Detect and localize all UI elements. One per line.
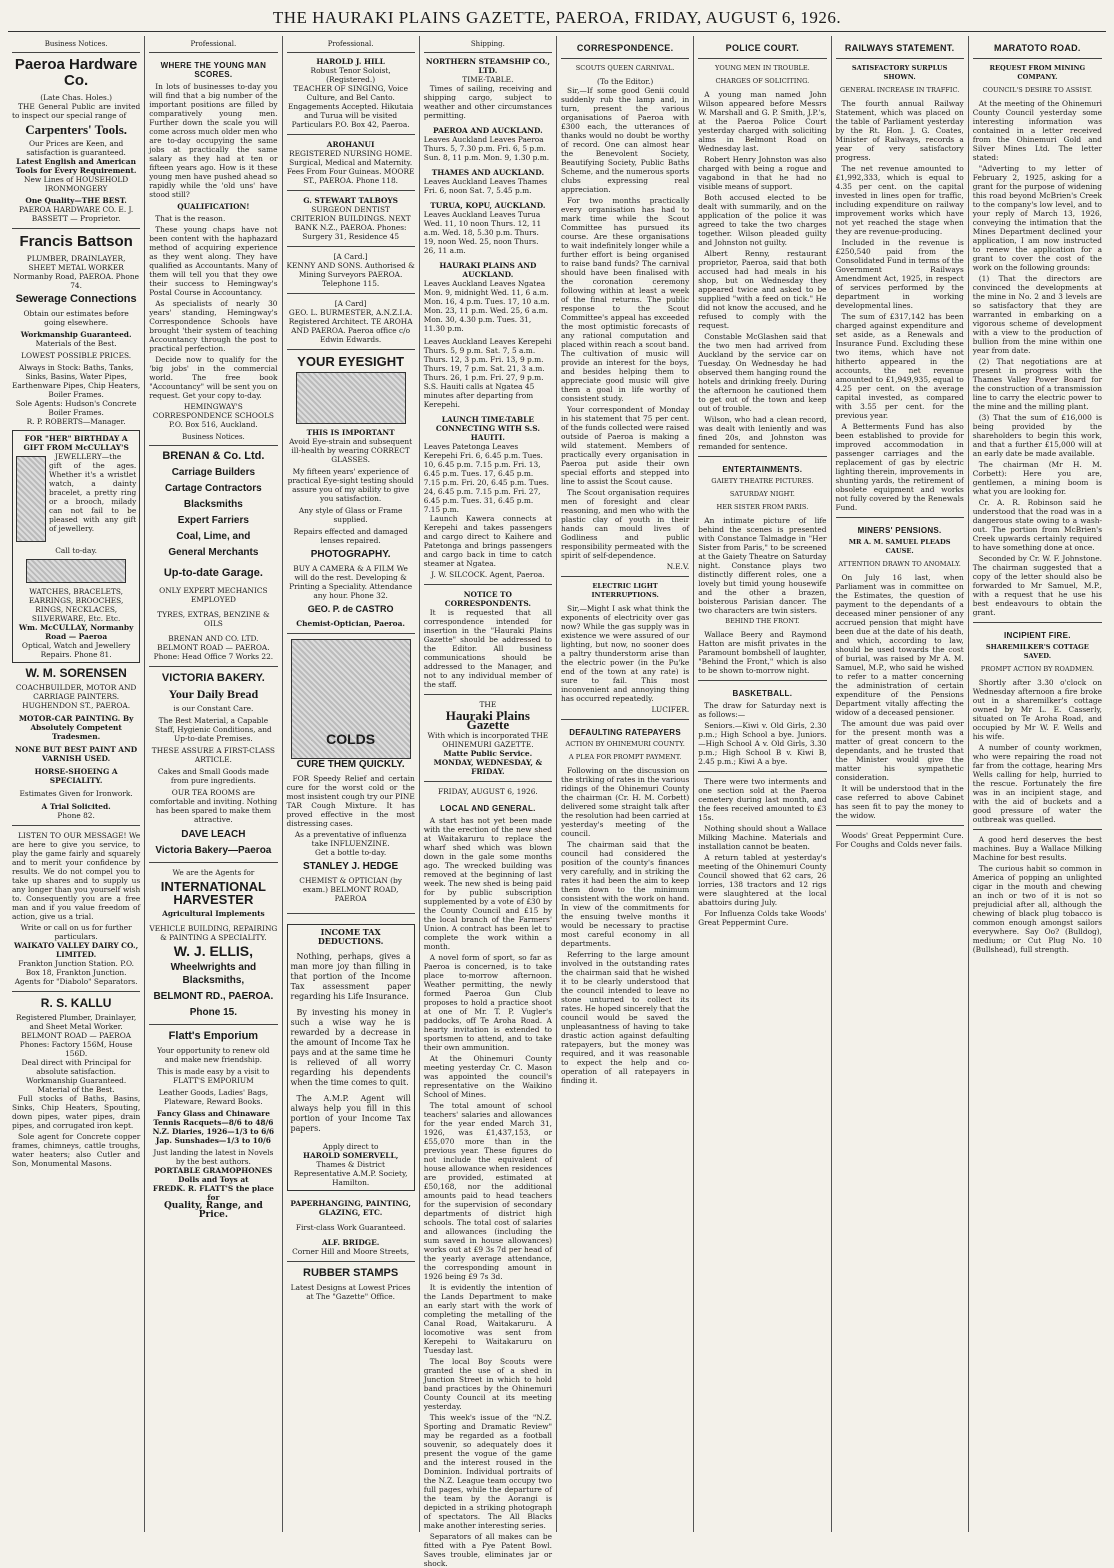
wristwatch-illustration [16, 456, 46, 542]
article-headline: WHERE THE YOUNG MAN SCORES. [160, 61, 267, 79]
column-7: RAILWAYS STATEMENT. SATISFACTORY SURPLUS SHOWN. GENERAL INCREASE IN TRAFFIC. The fourth annual Railway Statement, which was placed on the table of Parliament yesterday by the Rt. Hon. J. G. Coates, Minister of Railways, records a year of very satisfactory progress. The net revenue amounted to £1,992,333, which is equal to 4.35 per cent. on the capital invested in lines open for traffic, including expenditure on railway improvement works which have not yet reached the stage when they are revenue-producing. Included in the revenue is £250,540 paid from the Consolidated Fund in terms of the Government Railways Amendment Act, 1925, in respect of services performed by the department in working developmental lines. The sum of £317,142 has been charged against expenditure and set aside, as a Renewals and Insurance Fund. Excluding these two items, which have not hitherto appeared in the accounts, the net revenue amounted to £1,949,935, equal to 4.25 per cent. on the average capital invested, as compared with 3.55 per cent. for the previous year. A Betterments Fund has also been established to provide for improved accommodation in passenger carriages and the replacement of gas by electric lighting therein, improvements in shunting yards, the retirement of obsolete equipment and works not fully covered by the Renewals Fund. MINERS' PENSIONS. MR A. M. SAMUEL PLEADS CAUSE. ATTENTION DRAWN TO ANOMALY. On July 16 last, when Parliament was in committee on the Estimates, the question of payment to the dependants of a deceased miner pensioner of any accrued pension that might have been due at the date of his death, and which, according to law, should be used towards the cost of burial, was raised by Mr A. M. Samuel, M.P., who said he wished to refer to a matter concerning the administration of certain expenditure of the Pensions Department vitally affecting the widow of a deceased pensioner. The amount due was paid over for the present month was a matter of great concern to the dependants, and he trusted that the Minister would give the matter his sympathetic consideration. It will be understood that in the case referred to above Cabinet has seen fit to pay the money to the widow. Woods' Great Peppermint Cure. For Coughs and Colds never fails. [832, 36, 969, 1532]
column-2: Professional. WHERE THE YOUNG MAN SCORES. In lots of businesses to-day you will find that a big number of the important positions are filled by comparatively young men. Further down the scale you will come across much older men who are to-day occupying the same jobs at practically the same salary as they had at ten or fifteen years ago. How is it these young men have pushed ahead so rapidly while the 'old uns' have stood still? QUALIFICATION! That is the reason. These young chaps have not been content with the haphazard method of acquiring experience as they went along. They have qualified as Accountants. Many of them will tell you that they owe their success to Hemingway's Postal Course in Accountancy. As specialists of nearly 30 years' standing, Hemingway's Correspondence Schools have brought 'their system of teaching Accountancy through the post to practical perfection. Decide now to qualify for the 'big jobs' in the commercial world. The free book "Accountancy" will be sent you on request. Get your copy to-day. HEMINGWAY'S CORRESPONDENCE SCHOOLS P.O. Box 516, Auckland. Business Notices. BRENAN & Co. Ltd. Carriage Builders Cartage Contractors Blacksmiths Expert Farriers Coal, Lime, and General Merchants Up-to-date Garage. ONLY EXPERT MECHANICS EMPLOYED TYRES, EXTRAS, BENZINE & OILS BRENAN AND CO. LTD. BELMONT ROAD — PAEROA. Phone: Head Office 7 Works 22. VICTORIA BAKERY. Your Daily Bread is our Constant Care. The Best Material, a Capable Staff, Hygienic Conditions, and Up-to-date Premises. THESE ASSURE A FIRST-CLASS ARTICLE. Cakes and Small Goods made from pure ingredients. OUR TEA ROOMS are comfortable and inviting. Nothing has been spared to make them attractive. DAVE LEACH Victoria Bakery—Paeroa We are the Agents for INTERNATIONAL HARVESTER Agricultural Implements VEHICLE BUILDING, REPAIRING & PAINTING A SPECIALITY. W. J. ELLIS, Wheelwrights and Blacksmiths, BELMONT RD., PAEROA. Phone 15. Flatt's Emporium Your opportunity to renew old and make new friendship. This is made easy by a visit to FLATT'S EMPORIUM Leather Goods, Ladies' Bags, Plateware, Reward Books. Fancy Glass and Chinaware Tennis Racquets—8/6 to 48/6 N.Z. Diaries, 1926—1/3 to 6/6 Jap. Sunshades—1/3 to 10/6 Just landing the latest in Novels by the best authors. PORTABLE GRAMOPHONES Dolls and Toys at FREDK. R. FLATT'S the place for Quality, Range, and Price. [145, 36, 282, 1532]
section-headline: POLICE COURT. [725, 43, 800, 53]
section-label: Business Notices. [149, 433, 277, 446]
ad-title: R. S. KALLU [40, 996, 112, 1010]
ad-title: BRENAN & Co. Ltd. [162, 450, 265, 462]
masthead: THE HAURAKI PLAINS GAZETTE, PAEROA, FRIDAY, AUGUST 6, 1926. [8, 6, 1106, 32]
jewellery-ad: FOR "HER" BIRTHDAY A GIFT FROM McCULLAY'S JEWELLERY—the gift of the ages. Whether it's a wristlet watch, a dainty bracelet, a pretty ring or a brooch, milady can not fail to be pleased with any gift of jewellery. Call to-day. WATCHES, BRACELETS, EARRINGS, BROOCHES, RINGS, NECKLACES, SILVERWARE, Etc. Etc. Wm. McCULLAY, Normanby Road — Paeroa Optical, Watch and Jewellery Repairs. Phone 81. [12, 430, 140, 663]
column-6: POLICE COURT. YOUNG MEN IN TROUBLE. CHARGES OF SOLICITING. A young man named John Wilson appeared before Messrs W. Marshall and G. P. Smith, J.P.'s, at the Paeroa Police Court yesterday charged with soliciting alms in Belmont Road on Wednesday last. Robert Henry Johnston was also charged with being a rogue and vagabond in that he had no visible means of support. Both accused elected to be dealt with summarily, and on the application of the police it was agreed to take the two charges together. Wilson pleaded guilty and Johnston not guilty. Albert Renny, restaurant proprietor, Paeroa, said that both accused had had meals in his shop, but on Wednesday they appeared twice and asked to be supplied "with a feed on tick." He did not know the accused, and he refused to comply with the request. Constable McGlashen said that the two men had arrived from Auckland by the service car on Tuesday. On Wednesday he had observed them hanging round the hotels and drinking freely. During the afternoon he cautioned them to get out of the town and keep out of trouble. Wilson, who had a clean record, was dealt with leniently and was fined 20s, and Johnston was remanded for sentence. ENTERTAINMENTS. GAIETY THEATRE PICTURES. SATURDAY NIGHT. HER SISTER FROM PARIS. An intimate picture of life behind the scenes is presented with Constance Talmadge in "Her Sister from Paris," to be screened at the Gaiety Theatre on Saturday night. Constance plays two distinctly different roles, one a lovely but timid young housewife and the other a brazen, boisterous Parisian dancer. The two characters are twin sisters. BEHIND THE FRONT. Wallace Beery and Raymond Hatton are misfit privates in the Paramount bombshell of laughter, "Behind the Front," which is also to be shown to-morrow night. BASKETBALL. The draw for Saturday next is as follows:— Seniors.—Kiwi v. Old Girls, 2.30 p.m.; High School a bye. Juniors.—High School A v. Old Girls, 3.30 p.m.; High School B v. Kiwi B, 2.45 p.m.; Kiwi A a bye. There were two interments and one section sold at the Paeroa cemetery during last month, and the fees received amounted to £3 15s. Nothing should shout a Wallace Milking Machine. Materials and installation cannot be beaten. A return tabled at yesterday's meeting of the Ohinemuri County Council showed that 62 cars, 26 lorries, 138 tractors and 12 rigs were slaughtered at the local abattoirs during July. For Influenza Colds take Woods' Great Peppermint Cure. [694, 36, 831, 1532]
article-headline: LOCAL AND GENERAL. [440, 804, 536, 813]
income-tax-ad: INCOME TAX DEDUCTIONS. Nothing, perhaps, gives a man more joy than filling in that portion of the Income Tax assessment paper regarding his Life Insurance. By investing his money in such a wise way he is rewarded by a decrease in the amount of Income Tax he pays and at the same time he is relieved of all worry regarding his dependents when the time comes to quit. The A.M.P. Agent will always help you fill in this portion of your Income Tax papers. Apply direct to HAROLD SOMERVELL, Thames & District Representative A.M.P. Society, Hamilton. [287, 924, 415, 1191]
column-1: Business Notices. Paeroa Hardware Co. (Late Chas. Holes.) THE General Public are invited to inspect our special range of Carpenters' Tools. Our Prices are Keen, and satisfaction is guaranteed. Latest English and American Tools for Every Requirement. New Lines of HOUSEHOLD IRONMONGERY One Quality—THE BEST. PAEROA HARDWARE CO. E. J. BASSETT — Proprietor. Francis Battson PLUMBER, DRAINLAYER, SHEET METAL WORKER Normanby Road, PAEROA. Phone 74. Sewerage Connections Obtain our estimates before going elsewhere. Workmanship Guaranteed. Materials of the Best. LOWEST POSSIBLE PRICES. Always in Stock: Baths, Tanks, Sinks, Basins, Water Pipes, Earthenware Pipes, Chip Heaters, Boiler Frames. Sole Agents: Hudson's Concrete Boiler Frames. R. P. ROBERTS—Manager. FOR "HER" BIRTHDAY A GIFT FROM McCULLAY'S JEWELLERY—the gift of the ages. Whether it's a wristlet watch, a dainty bracelet, a pretty ring or a brooch, milady can not fail to be pleased with any gift of jewellery. Call to-day. WATCHES, BRACELETS, EARRINGS, BROOCHES, RINGS, NECKLACES, SILVERWARE, Etc. Etc. Wm. McCULLAY, Normanby Road — Paeroa Optical, Watch and Jewellery Repairs. Phone 81. W. M. SORENSEN COACHBUILDER, MOTOR AND CARRIAGE PAINTERS. HUGHENDON ST., PAEROA. MOTOR-CAR PAINTING. By Absolutely Competent Tradesmen. NONE BUT BEST PAINT AND VARNISH USED. HORSE-SHOEING A SPECIALITY. Estimates Given for Ironwork. A Trial Solicited. Phone 82. LISTEN TO OUR MESSAGE! We are here to give you service, to play the game fairly and squarely and to merit your confidence by results. We do not compel you to take up shares and to supply us any longer than you yourself wish to. Consequently you are a free man and if you value freedom of action, give us a trial. Write or call on us for further particulars. WAIKATO VALLEY DAIRY CO., LIMITED. Frankton Junction Station. P.O. Box 18, Frankton Junction. Agents for "Diabolo" Separators. R. S. KALLU Registered Plumber, Drainlayer, and Sheet Metal Worker. BELMONT ROAD — PAEROA Phones: Factory 156M, House 156D. Deal direct with Principal for absolute satisfaction. Workmanship Guaranteed. Material of the Best. Full stocks of Baths, Basins, Sinks, Chip Heaters, Spouting, down pipes, water pipes, drain pipes, and corrugated iron kept. Sole agent for Concrete copper frames, chimneys, cattle troughs, water heaters; also Cutler and Son, Monumental Masons. [8, 36, 145, 1532]
ad-title: Flatt's Emporium [168, 1030, 259, 1042]
bracelet-illustration [26, 559, 126, 583]
article-headline: DEFAULTING RATEPAYERS [569, 728, 682, 737]
ad-title: VICTORIA BAKERY. [161, 672, 265, 684]
section-headline: BASKETBALL. [732, 689, 793, 698]
section-label: Shipping. [424, 40, 552, 53]
column-4: Shipping. NORTHERN STEAMSHIP CO., LTD. TIME-TABLE. Times of sailing, receiving and shipping cargo, subject to weather and other circumstances permitting. PAEROA AND AUCKLAND. Leaves Auckland Leaves Paeroa Thurs. 5, 7.30 p.m. Fri. 6, 5 p.m. Sun. 8, 11 p.m. Mon. 9, 1.30 p.m. THAMES AND AUCKLAND. Leaves Auckland Leaves Thames Fri. 6, noon Sat. 7, 5.45 p.m. TURUA, KOPU, AUCKLAND. Leaves Auckland Leaves Turua Wed. 11, 10 noon Thurs. 12, 11 a.m. Wed. 18, 5.30 p.m. Thurs. 19, noon Wed. 25, noon Thurs. 26, 11 a.m. HAURAKI PLAINS AND AUCKLAND. Leaves Auckland Leaves Ngatea Mon. 9, midnight Wed. 11, 6 a.m. Mon. 16, 4 p.m. Tues. 17, 10 a.m. Mon. 23, 11 p.m. Wed. 25, 6 a.m. Mon. 30, 4.30 p.m. Tues. 31, 11.30 p.m. Leaves Auckland Leaves Kerepehi Thurs. 5, 9 p.m. Sat. 7, 5 a.m. Thurs. 12, 3 p.m. Fri. 13, 9 p.m. Thurs. 19, 7 p.m. Sat. 21, 3 a.m. Thurs. 26, 1 p.m. Fri. 27, 9 p.m. S.S. Hauiti calls at Ngatea 45 minutes after departing from Kerepehi. LAUNCH TIME-TABLE CONNECTING WITH S.S. HAUITI. Leaves Patetonga Leaves Kerepehi Fri. 6, 6.45 p.m. Tues. 10, 6.45 p.m. 7.15 p.m. Fri. 13, 6.45 p.m. Tues. 17, 6.45 p.m. 7.15 p.m. Fri. 20, 6.45 p.m. Tues. 24, 6.45 p.m. 7.15 p.m. Fri. 27, 6.45 p.m. Tues. 31, 6.45 p.m. 7.15 p.m. Launch Kawera connects at Kerepehi and takes passengers and cargo direct to Kaihere and Patetonga and brings passengers and cargo back in time to catch steamer at Ngatea. J. W. SILCOCK. Agent, Paeroa. NOTICE TO CORRESPONDENTS. It is requested that all correspondence intended for insertion in the "Hauraki Plains Gazette" should be addressed to the Editor. All business communications should be addressed to the Manager, and not to any individual member of the staff. THE Hauraki Plains Gazette With which is incorporated THE OHINEMURI GAZETTE. Matte Public Service. MONDAY, WEDNESDAY, & FRIDAY. FRIDAY, AUGUST 6, 1926. LOCAL AND GENERAL. A start has not yet been made with the erection of the new shed at Waitakaruru to replace the wharf shed which was blown down in the gale some months ago. The wrecked building was removed at the beginning of last week. The new shed is being paid for by public subscription supplemented by a vote of £30 by the County Council and £15 by the local branch of the Farmers' Union. A contract has been let to complete the work within a month. A novel form of sport, so far as Paeroa is concerned, is to take place to-morrow afternoon. Weather permitting, the newly formed Paeroa Gun Club proposes to hold a practice shoot at one of Mr. T. P. Vugler's paddocks, off Te Aroha Road. A hearty invitation is extended to sportsmen to attend, and to take their own ammunition. At the Ohinemuri County meeting yesterday Cr. C. Mason was appointed the council's representative on the Waikino School of Mines. The total amount of school teachers' salaries and allowances for the year ended March 31, 1926, was £1,437,153, or £55,070 more than in the previous year. These figures do not include the equivalent of house allowance when residences are provided, estimated at £50,168, nor the additional amounts paid to head teachers for the supervision of secondary departments of district high schools. The total cost of salaries and allowances (including the sum saved in house allowances) works out at £9 3s 7d per head of the yearly average attendance, the corresponding amount in 1926 being £9 7s 3d. It is evidently the intention of the Lands Department to make an early start with the work of completing the metalling of the Canal Road, Waitakaruru. A locomotive was sent from Kerepehi to Waitakaruru on Tuesday last. The local Boy Scouts were granted the use of a shed in Junction Street in which to hold band practices by the Ohinemuri County Council at its meeting yesterday. This week's issue of the "N.Z. Sporting and Dramatic Review" may be regarded as a football souvenir, so adequately does it present the vogue of the game and the interest roused in the Dominion. Individual portraits of the N.Z. League team occupy two full pages, while the departure of the team by the Aorangi is depicted in a striking photograph of spectators. The All Blacks make another interesting series. Separators of all makes can be fitted with a Pye Patent Bowl. Saves trouble, eliminates jar or shock. [420, 36, 557, 1532]
column-8: MARATOTO ROAD. REQUEST FROM MINING COMPANY. COUNCIL'S DESIRE TO ASSIST. At the meeting of the Ohinemuri County Council yesterday some interesting information was contained in a letter received from the Ohinemuri Gold and Silver Mines Ltd. The letter stated: "Adverting to my letter of February 2, 1925, asking for a grant for the purpose of widening this road beyond McBrien's Creek to the company's low level, and to your reply of March 13, 1926, conveying the intimation that the Mines Department declined your application, I am now instructed to renew the application for a grant to cover the cost of the work on the following grounds: (1) That the directors are convinced the developments at the mine in No. 2 and 3 levels are so satisfactory that they are warranted in embarking on a vigorous scheme of development with a view to the production of bullion from the mine within one year from date. (2) That negotiations are at present in progress with the Thames Valley Power Board for the construction of a transmission line to carry the electric power to the mine and the milling plant. (3) That the sum of £16,000 is being provided by the shareholders to begin this work, and that a further £15,000 will at an early date be made available. The chairman (Mr H. M. Corbett): Here you are, gentlemen, a mining boom is what you are looking for. Cr. A. R. Robinson said he understood that the road was in a dangerous state owing to a wash-out. The portion from McBrien's Creek upwards certainly required to have something done at once. Seconded by Cr. W. F. Johnstone. The chairman suggested that a copy of the letter should also be forwarded to Mr Samuel, M.P., with a request that he use his best endeavours to obtain the grant. INCIPIENT FIRE. SHAREMILKER'S COTTAGE SAVED. PROMPT ACTION BY ROADMEN. Shortly after 3.30 o'clock on Wednesday afternoon a fire broke out in a sharemilker's cottage owned by Mr L. E. Casserly, situated on Te Aroha Road, and occupied by Mr W. F. Wells and his wife. A number of county workmen, who were repairing the road not far from the cottage, hearing Mrs Wells calling for help, hurried to the rescue. Fortunately the fire was in an incipient stage, and with the aid of buckets and a good pressure of water the outbreak was quelled. A good herd deserves the best machines. Buy a Wallace Milking Machine for best results. The curious habit so common in America of popping an unlighted cigar in the mouth and chewing an inch or two of it is not so prejudicial after all, although the chewing of black plug tobacco is common enough amongst sailors everywhere. Say Oo? (Bulldog), medium; or Cut Plug No. 10 (Bullshead), full strength. [972, 43, 1102, 954]
section-headline: MINERS' PENSIONS. [857, 526, 942, 535]
section-headline: CORRESPONDENCE. [576, 43, 674, 53]
ad-title: Francis Battson [19, 233, 133, 250]
section-headline: INCIPIENT FIRE. [1004, 631, 1071, 640]
gazette-nameplate: Hauraki Plains Gazette [445, 708, 530, 732]
section-label: Business Notices. [12, 40, 140, 53]
eye-illustration [296, 372, 406, 424]
section-label: Professional. [149, 40, 277, 53]
section-headline: ENTERTAINMENTS. [722, 465, 803, 474]
ad-title: Paeroa Hardware Co. [14, 56, 138, 89]
ad-title: W. M. SORENSEN [25, 666, 127, 680]
section-headline: MARATOTO ROAD. [994, 43, 1081, 53]
column-5: CORRESPONDENCE. SCOUTS QUEEN CARNIVAL. (To the Editor.) Sir,—If some good Genii could suddenly rub the lamp and, in turn, present the various organisations of Paeroa with £300 each, the utterances of thanks would no doubt be worthy of record. One can almost hear the Benevolent Society, Beautifying Society, Public Baths Scheme, and the numerous sports clubs expressing real appreciation. For two months practically every organisation has had to mark time while the Scout Committee has pursued its course. Are these organisations to wait indefinitely longer while a further effort is being organised to raise band funds? The carnival should have been finalised with the coronation ceremony following within at least a week of the final returns. The public response to the Scout Committee's appeal has exceeded the most optimistic forecasts of any rational computation and placed within reach a scout band. The cultivation of music will provide an interest for the boys, and besides helping them to appreciate good music will give them a goal in life worthy of consistent study. Your correspondent of Monday in his statement that 75 per cent. of the funds collected were raised outside of Paeroa is making a wild statement. Members of practically every organisation in Paeroa put aside their own special efforts and stepped into line to assist the Scout cause. The Scout organisation requires men of foresight and clear reasoning, and men who with the plastic clay of youth in their hands can mould lives of Godliness and public responsibility permeated with the spirit of self-dependence. N.E.V. ELECTRIC LIGHT INTERRUPTIONS. Sir,—Might I ask what think the exponents of electricity over gas now? While the gas supply was in existence we were assured of our lighting, but now, no sooner does a paltry thunderstorm arise than the electric power (in the Pu'ke end of the town at any rate) is sure to fail. This most inconvenient and annoying thing has occurred repeatedly. LUCIFER. DEFAULTING RATEPAYERS ACTION BY OHINEMURI COUNTY. A PLEA FOR PROMPT PAYMENT. Following on the discussion on the striking of rates in the various ridings of the Ohinemuri County the chairman (Cr. H. M. Corbett) delivered some straight talk after the resolution had been carried at yesterday's meeting of the council. The chairman said that the council had considered the position of the county's finances very carefully, and in striking the rates it had been the aim to keep them down to the minimum consistent with the work on hand. In view of the commitments for the ensuing twelve months it would be necessary to practise most careful economy in all departments. Referring to the large amount involved in the outstanding rates the chairman said that he wished it to be clearly understood that the council intended to leave no stone unturned to collect its rates. He hoped sincerely that the council would be saved the unpleasantness of having to take drastic action against defaulting ratepayers, but the money was required, and it was reasonable to expect the help and co-operation of all ratepayers in finding it. [557, 36, 694, 1532]
section-label: Professional. [287, 40, 415, 53]
columns [8, 36, 1106, 1568]
column-3: Professional. HAROLD J. HILL Robust Tenor Soloist, (Registered.) TEACHER OF SINGING, Voice Culture, and Bel Canto. Engagements Accepted. Hikutaia and Turua will be visited Particulars P.O. Box 42, Paeroa. AROHANUI REGISTERED NURSING HOME. Surgical, Medical and Maternity. Fees From Four Guineas. MOORE ST., PAEROA. Phone 118. G. STEWART TALBOYS SURGEON DENTIST CRITERION BUILDINGS. NEXT BANK N.Z., PAEROA. Phones: Surgery 31, Residence 45 [A Card.] KENNY AND SONS. Authorised & Mining Surveyors PAEROA. Telephone 115. [A Card] GEO. L. BURMESTER, A.N.Z.I.A. Registered Architect. TE AROHA AND PAEROA. Paeroa office c/o Edwin Edwards. YOUR EYESIGHT THIS IS IMPORTANT Avoid Eye-strain and subsequent ill-health by wearing CORRECT GLASSES. My fifteen years' experience of practical Eye-sight testing should assure you of my ability to give you satisfaction. Any style of Glass or Frame supplied. Repairs effected and damaged lenses repaired. PHOTOGRAPHY. BUY A CAMERA & A FILM We will do the rest. Developing & Printing a Speciality. Attendance any hour. Phone 32. GEO. P. de CASTRO Chemist-Optician, Paeroa. COLDS CURE THEM QUICKLY. FOR Speedy Relief and certain cure for the worst cold or the most insistent cough try our PINE TAR Cough Mixture. It has proved effective in the most distressing cases. As a preventative of influenza take INFLUENZINE. Get a bottle to-day. STANLEY J. HEDGE CHEMIST & OPTICIAN (by exam.) BELMONT ROAD, PAEROA INCOME TAX DEDUCTIONS. Nothing, perhaps, gives a man more joy than filling in that portion of the Income Tax assessment paper regarding his Life Insurance. By investing his money in such a wise way he is rewarded by a decrease in the amount of Income Tax he pays and at the same time he is relieved of all worry regarding his dependents when the time comes to quit. The A.M.P. Agent will always help you fill in this portion of your Income Tax papers. Apply direct to HAROLD SOMERVELL, Thames & District Representative A.M.P. Society, Hamilton. PAPERHANGING, PAINTING, GLAZING, ETC. First-class Work Guaranteed. ALF. BRIDGE. Corner Hill and Moore Streets, RUBBER STAMPS Latest Designs at Lowest Prices at The "Gazette" Office. [283, 36, 420, 1532]
section-headline: RAILWAYS STATEMENT. [844, 43, 955, 53]
